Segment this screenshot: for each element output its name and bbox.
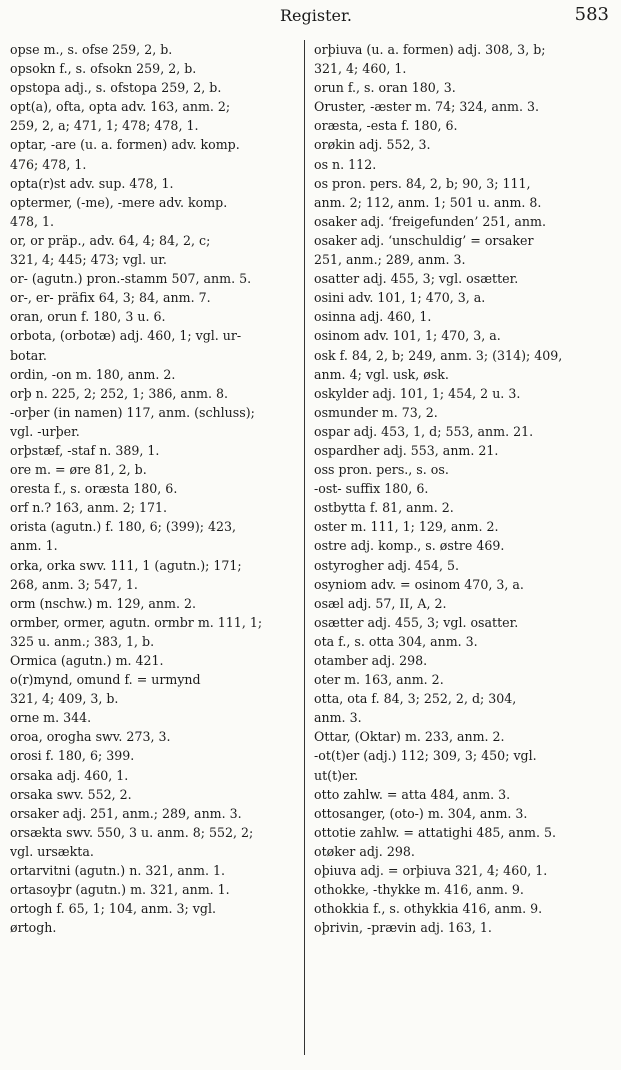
entry-line: ormber, ormer, agutn. ormbr m. 111, 1; <box>10 614 263 630</box>
register-entry <box>10 594 298 613</box>
register-entry <box>10 193 298 231</box>
register-entry <box>314 689 610 727</box>
entry-line: orsækta swv. 550, 3 u. anm. 8; 552, 2; <box>10 824 254 840</box>
entry-continuation: 321, 4; 460, 1. <box>314 61 407 77</box>
register-entry <box>314 403 610 422</box>
register-entry <box>314 556 610 575</box>
register-entry <box>314 670 610 689</box>
entry-continuation: anm. 2; 112, anm. 1; 501 u. anm. 8. <box>314 194 542 210</box>
register-entry <box>314 861 610 880</box>
entry-line: orm (nschw.) m. 129, anm. 2. <box>10 595 196 611</box>
register-entry <box>314 823 610 842</box>
entry-line: orþstæf, -staf n. 389, 1. <box>10 442 160 458</box>
register-entry <box>10 135 298 173</box>
register-entry <box>314 269 610 288</box>
register-entry <box>10 861 298 880</box>
register-entry <box>10 556 298 594</box>
register-entry <box>10 708 298 727</box>
entry-line: osaker adj. ‘unschuldig’ = orsaker <box>314 232 534 248</box>
entry-line: osinna adj. 460, 1. <box>314 309 432 325</box>
register-entry <box>10 517 298 555</box>
entry-continuation: ørtogh. <box>10 920 57 936</box>
entry-line: orøkin adj. 552, 3. <box>314 137 431 153</box>
register-entry <box>314 880 610 899</box>
entry-line: ospar adj. 453, 1, d; 553, anm. 21. <box>314 423 534 439</box>
register-entry <box>10 441 298 460</box>
register-entry <box>10 269 298 288</box>
running-title: Register. <box>280 6 352 25</box>
register-entry <box>10 670 298 708</box>
register-entry <box>10 899 298 937</box>
register-entry <box>10 174 298 193</box>
entry-line: osætter adj. 455, 3; vgl. osatter. <box>314 614 519 630</box>
entry-line: osmunder m. 73, 2. <box>314 404 438 420</box>
entry-line: -orþer (in namen) 117, anm. (schluss); <box>10 404 255 420</box>
register-entry <box>314 479 610 498</box>
register-entry <box>10 97 298 135</box>
entry-line: orne m. 344. <box>10 710 92 726</box>
register-entry <box>10 479 298 498</box>
entry-line: otøker adj. 298. <box>314 843 415 859</box>
register-entry <box>10 804 298 823</box>
entry-continuation: anm. 1. <box>10 538 58 554</box>
register-entry <box>314 804 610 823</box>
entry-continuation: anm. 3. <box>314 710 362 726</box>
entry-line: osatter adj. 455, 3; vgl. osætter. <box>314 271 519 287</box>
entry-line: oran, orun f. 180, 3 u. 6. <box>10 309 166 325</box>
register-entry <box>314 346 610 384</box>
entry-line: orista (agutn.) f. 180, 6; (399); 423, <box>10 519 237 535</box>
entry-line: ostbytta f. 81, anm. 2. <box>314 500 454 516</box>
entry-line: o(r)mynd, omund f. = urmynd <box>10 672 201 688</box>
register-entry <box>10 288 298 307</box>
register-entry <box>10 59 298 78</box>
entry-continuation: 259, 2, a; 471, 1; 478; 478, 1. <box>10 118 199 134</box>
entry-continuation: 476; 478, 1. <box>10 156 87 172</box>
register-entry <box>314 785 610 804</box>
entry-line: opstopa adj., s. ofstopa 259, 2, b. <box>10 80 222 96</box>
entry-line: -ost- suffix 180, 6. <box>314 481 429 497</box>
entry-line: opta(r)st adv. sup. 478, 1. <box>10 175 174 191</box>
register-entry <box>10 746 298 765</box>
register-entry <box>10 78 298 97</box>
entry-continuation: 321, 4; 445; 473; vgl. ur. <box>10 252 167 268</box>
page-header <box>0 4 621 26</box>
entry-line: osini adv. 101, 1; 470, 3, a. <box>314 290 486 306</box>
register-entry <box>314 116 610 135</box>
register-entry <box>314 899 610 918</box>
register-entry <box>314 441 610 460</box>
register-entry <box>314 594 610 613</box>
entry-line: Oruster, -æster m. 74; 324, anm. 3. <box>314 99 540 115</box>
entry-line: -ot(t)er (adj.) 112; 309, 3; 450; vgl. <box>314 748 537 764</box>
entry-line: or- (agutn.) pron.-stamm 507, anm. 5. <box>10 271 252 287</box>
register-entry <box>10 651 298 670</box>
register-entry <box>314 918 610 937</box>
register-entry <box>314 632 610 651</box>
entry-line: optermer, (-me), -mere adv. komp. <box>10 194 228 210</box>
register-entry <box>314 536 610 555</box>
entry-line: orsaka adj. 460, 1. <box>10 767 129 783</box>
entry-line: oræsta, -esta f. 180, 6. <box>314 118 458 134</box>
right-column <box>314 40 610 937</box>
register-entry <box>10 460 298 479</box>
register-entry <box>314 307 610 326</box>
entry-line: optar, -are (u. a. formen) adv. komp. <box>10 137 240 153</box>
entry-line: orsaker adj. 251, anm.; 289, anm. 3. <box>10 805 242 821</box>
entry-line: osyniom adv. = osinom 470, 3, a. <box>314 576 524 592</box>
register-entry <box>314 40 610 78</box>
entry-line: or-, er- präfix 64, 3; 84, anm. 7. <box>10 290 211 306</box>
entry-continuation: 251, anm.; 289, anm. 3. <box>314 252 466 268</box>
register-entry <box>10 326 298 364</box>
entry-line: orbota, (orbotæ) adj. 460, 1; vgl. ur- <box>10 328 242 344</box>
register-entry <box>314 422 610 441</box>
entry-line: ospardher adj. 553, anm. 21. <box>314 442 499 458</box>
entry-continuation: 268, anm. 3; 547, 1. <box>10 576 138 592</box>
entry-line: ordin, -on m. 180, anm. 2. <box>10 366 176 382</box>
register-entry <box>10 498 298 517</box>
register-entry <box>314 727 610 746</box>
entry-line: oroa, orogha swv. 273, 3. <box>10 729 171 745</box>
register-entry <box>10 613 298 651</box>
entry-line: ota f., s. otta 304, anm. 3. <box>314 633 478 649</box>
register-entry <box>314 155 610 174</box>
entry-line: orþiuva (u. a. formen) adj. 308, 3, b; <box>314 42 546 57</box>
entry-line: ottosanger, (oto-) m. 304, anm. 3. <box>314 805 528 821</box>
entry-line: ortarvitni (agutn.) n. 321, anm. 1. <box>10 863 225 879</box>
register-entry <box>314 517 610 536</box>
entry-line: oskylder adj. 101, 1; 454, 2 u. 3. <box>314 385 521 401</box>
register-entry <box>10 365 298 384</box>
entry-line: oresta f., s. oræsta 180, 6. <box>10 481 178 497</box>
register-entry <box>314 746 610 784</box>
entry-continuation: 321, 4; 409, 3, b. <box>10 691 119 707</box>
register-entry <box>314 651 610 670</box>
entry-line: orþ n. 225, 2; 252, 1; 386, anm. 8. <box>10 385 229 401</box>
register-entry <box>10 40 298 59</box>
column-divider <box>304 40 305 1055</box>
entry-line: ottotie zahlw. = attatighi 485, anm. 5. <box>314 824 557 840</box>
entry-line: orka, orka swv. 111, 1 (agutn.); 171; <box>10 557 242 573</box>
entry-line: Ottar, (Oktar) m. 233, anm. 2. <box>314 729 505 745</box>
register-entry <box>10 766 298 785</box>
entry-line: oþrivin, -prævin adj. 163, 1. <box>314 920 492 936</box>
entry-line: otamber adj. 298. <box>314 653 428 668</box>
entry-line: ostyrogher adj. 454, 5. <box>314 557 460 573</box>
entry-line: osæl adj. 57, II, A, 2. <box>314 595 447 611</box>
entry-line: othokke, -thykke m. 416, anm. 9. <box>314 882 524 898</box>
register-entry <box>314 78 610 97</box>
entry-continuation: 478, 1. <box>10 213 55 229</box>
entry-continuation: vgl. ursækta. <box>10 843 94 859</box>
entry-line: ostre adj. komp., s. østre 469. <box>314 538 505 554</box>
entry-line: osaker adj. ‘freigefunden’ 251, anm. <box>314 213 546 229</box>
entry-line: os n. 112. <box>314 156 377 172</box>
entry-line: oþiuva adj. = orþiuva 321, 4; 460, 1. <box>314 863 548 879</box>
entry-continuation: 325 u. anm.; 383, 1, b. <box>10 633 155 649</box>
entry-continuation: anm. 4; vgl. usk, øsk. <box>314 366 449 382</box>
entry-line: opt(a), ofta, opta adv. 163, anm. 2; <box>10 99 231 115</box>
register-entry <box>314 174 610 212</box>
entry-line: or, or präp., adv. 64, 4; 84, 2, c; <box>10 232 211 248</box>
register-entry <box>314 384 610 403</box>
entry-line: osinom adv. 101, 1; 470, 3, a. <box>314 328 501 344</box>
register-entry <box>314 135 610 154</box>
entry-line: orf n.? 163, anm. 2; 171. <box>10 500 168 516</box>
left-column <box>10 40 298 937</box>
register-entry <box>314 460 610 479</box>
entry-line: oter m. 163, anm. 2. <box>314 672 444 688</box>
register-entry <box>10 307 298 326</box>
entry-line: oster m. 111, 1; 129, anm. 2. <box>314 519 499 535</box>
register-entry <box>10 823 298 861</box>
register-entry <box>314 212 610 231</box>
register-entry <box>10 384 298 403</box>
entry-line: orsaka swv. 552, 2. <box>10 786 132 802</box>
register-entry <box>314 97 610 116</box>
register-entry <box>314 613 610 632</box>
register-entry <box>314 288 610 307</box>
page-number: 583 <box>574 4 609 25</box>
register-entry <box>10 403 298 441</box>
entry-line: os pron. pers. 84, 2, b; 90, 3; 111, <box>314 175 531 191</box>
entry-line: otta, ota f. 84, 3; 252, 2, d; 304, <box>314 691 517 707</box>
entry-continuation: vgl. -urþer. <box>10 423 80 439</box>
register-entry <box>314 842 610 861</box>
entry-line: ortogh f. 65, 1; 104, anm. 3; vgl. <box>10 901 217 917</box>
entry-line: Ormica (agutn.) m. 421. <box>10 653 164 668</box>
entry-continuation: botar. <box>10 347 47 363</box>
entry-line: opsokn f., s. ofsokn 259, 2, b. <box>10 61 197 77</box>
register-entry <box>314 231 610 269</box>
entry-line: osk f. 84, 2, b; 249, anm. 3; (314); 409, <box>314 347 563 363</box>
entry-line: ore m. = øre 81, 2, b. <box>10 462 147 478</box>
register-entry <box>314 498 610 517</box>
register-entry <box>10 785 298 804</box>
register-entry <box>314 575 610 594</box>
register-entry <box>314 326 610 345</box>
entry-line: oss pron. pers., s. os. <box>314 462 449 478</box>
entry-line: ortasoyþr (agutn.) m. 321, anm. 1. <box>10 882 230 898</box>
entry-line: orosi f. 180, 6; 399. <box>10 748 135 764</box>
entry-continuation: ut(t)er. <box>314 767 359 783</box>
register-entry <box>10 880 298 899</box>
entry-line: otto zahlw. = atta 484, anm. 3. <box>314 786 511 802</box>
entry-line: opse m., s. ofse 259, 2, b. <box>10 42 173 57</box>
entry-line: orun f., s. oran 180, 3. <box>314 80 456 96</box>
register-entry <box>10 727 298 746</box>
register-entry <box>10 231 298 269</box>
entry-line: othokkia f., s. othykkia 416, anm. 9. <box>314 901 543 917</box>
